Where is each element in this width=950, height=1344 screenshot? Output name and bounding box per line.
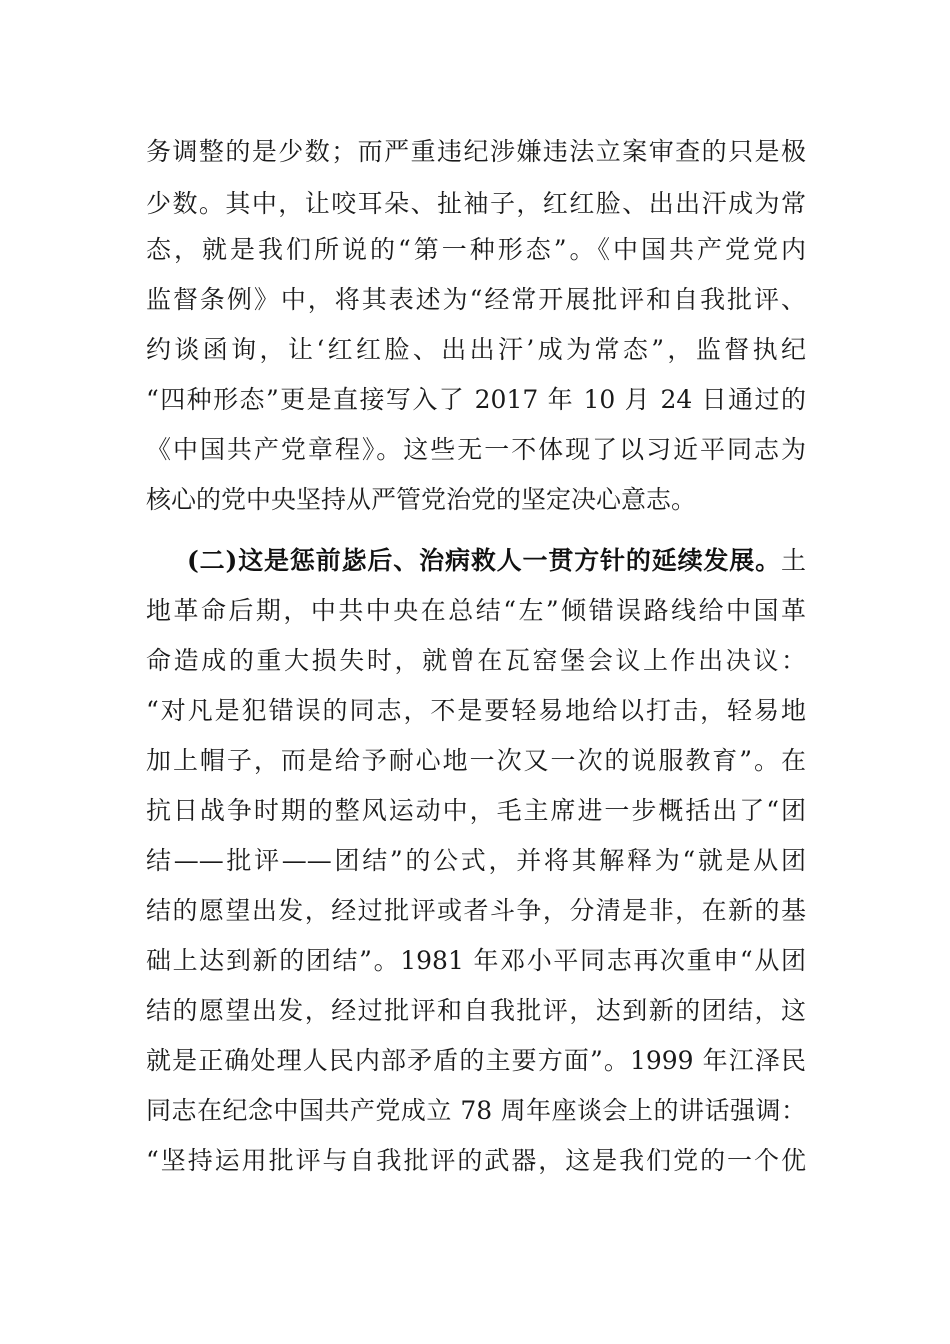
text-line: 态，就是我们所说的“第一种形态”。《中国共产党党内 [146,235,806,264]
text-line: 约谈函询，让‘红红脸、出出汗’成为常态”，监督执纪 [146,335,806,364]
text-line: 就是正确处理人民内部矛盾的主要方面”。1999 年江泽民 [146,1046,806,1075]
text-line: “对凡是犯错误的同志，不是要轻易地给以打击，轻易地 [146,696,806,725]
text-line: 础上达到新的团结”。1981 年邓小平同志再次重申“从团 [146,946,806,975]
section-heading-line [187,535,806,587]
text-line: 结——批评——团结”的公式，并将其解释为“就是从团 [146,846,806,875]
text-line: 同志在纪念中国共产党成立 78 周年座谈会上的讲话强调： [146,1096,806,1125]
text-line: 务调整的是少数；而严重违纪涉嫌违法立案审查的只是极 [146,137,806,166]
text-line: 结的愿望出发，经过批评或者斗争，分清是非，在新的基 [146,896,806,925]
text-line: 少数。其中，让咬耳朵、扯袖子，红红脸、出出汗成为常 [146,189,806,218]
text-line: 结的愿望出发，经过批评和自我批评，达到新的团结，这 [146,996,806,1025]
text-line: 核心的党中央坚持从严管党治党的坚定决心意志。 [146,485,697,514]
text-line: 《中国共产党章程》。这些无一不体现了以习近平同志为 [146,435,806,464]
text-line: 命造成的重大损失时，就曾在瓦窑堡会议上作出决议： [146,646,806,675]
heading-line-text: 土 [780,546,806,575]
text-line: “四种形态”更是直接写入了 2017 年 10 月 24 日通过的 [146,385,806,414]
text-line: 地革命后期，中共中央在总结“左”倾错误路线给中国革 [146,596,806,625]
text-line: “坚持运用批评与自我批评的武器，这是我们党的一个优 [146,1146,806,1175]
section-heading: (二)这是惩前毖后、治病救人一贯方针的延续发展。 [187,546,781,575]
text-line: 抗日战争时期的整风运动中，毛主席进一步概括出了“团 [146,796,806,825]
text-line: 监督条例》中，将其表述为“经常开展批评和自我批评、 [146,285,806,314]
text-line: 加上帽子，而是给予耐心地一次又一次的说服教育”。在 [146,746,806,775]
